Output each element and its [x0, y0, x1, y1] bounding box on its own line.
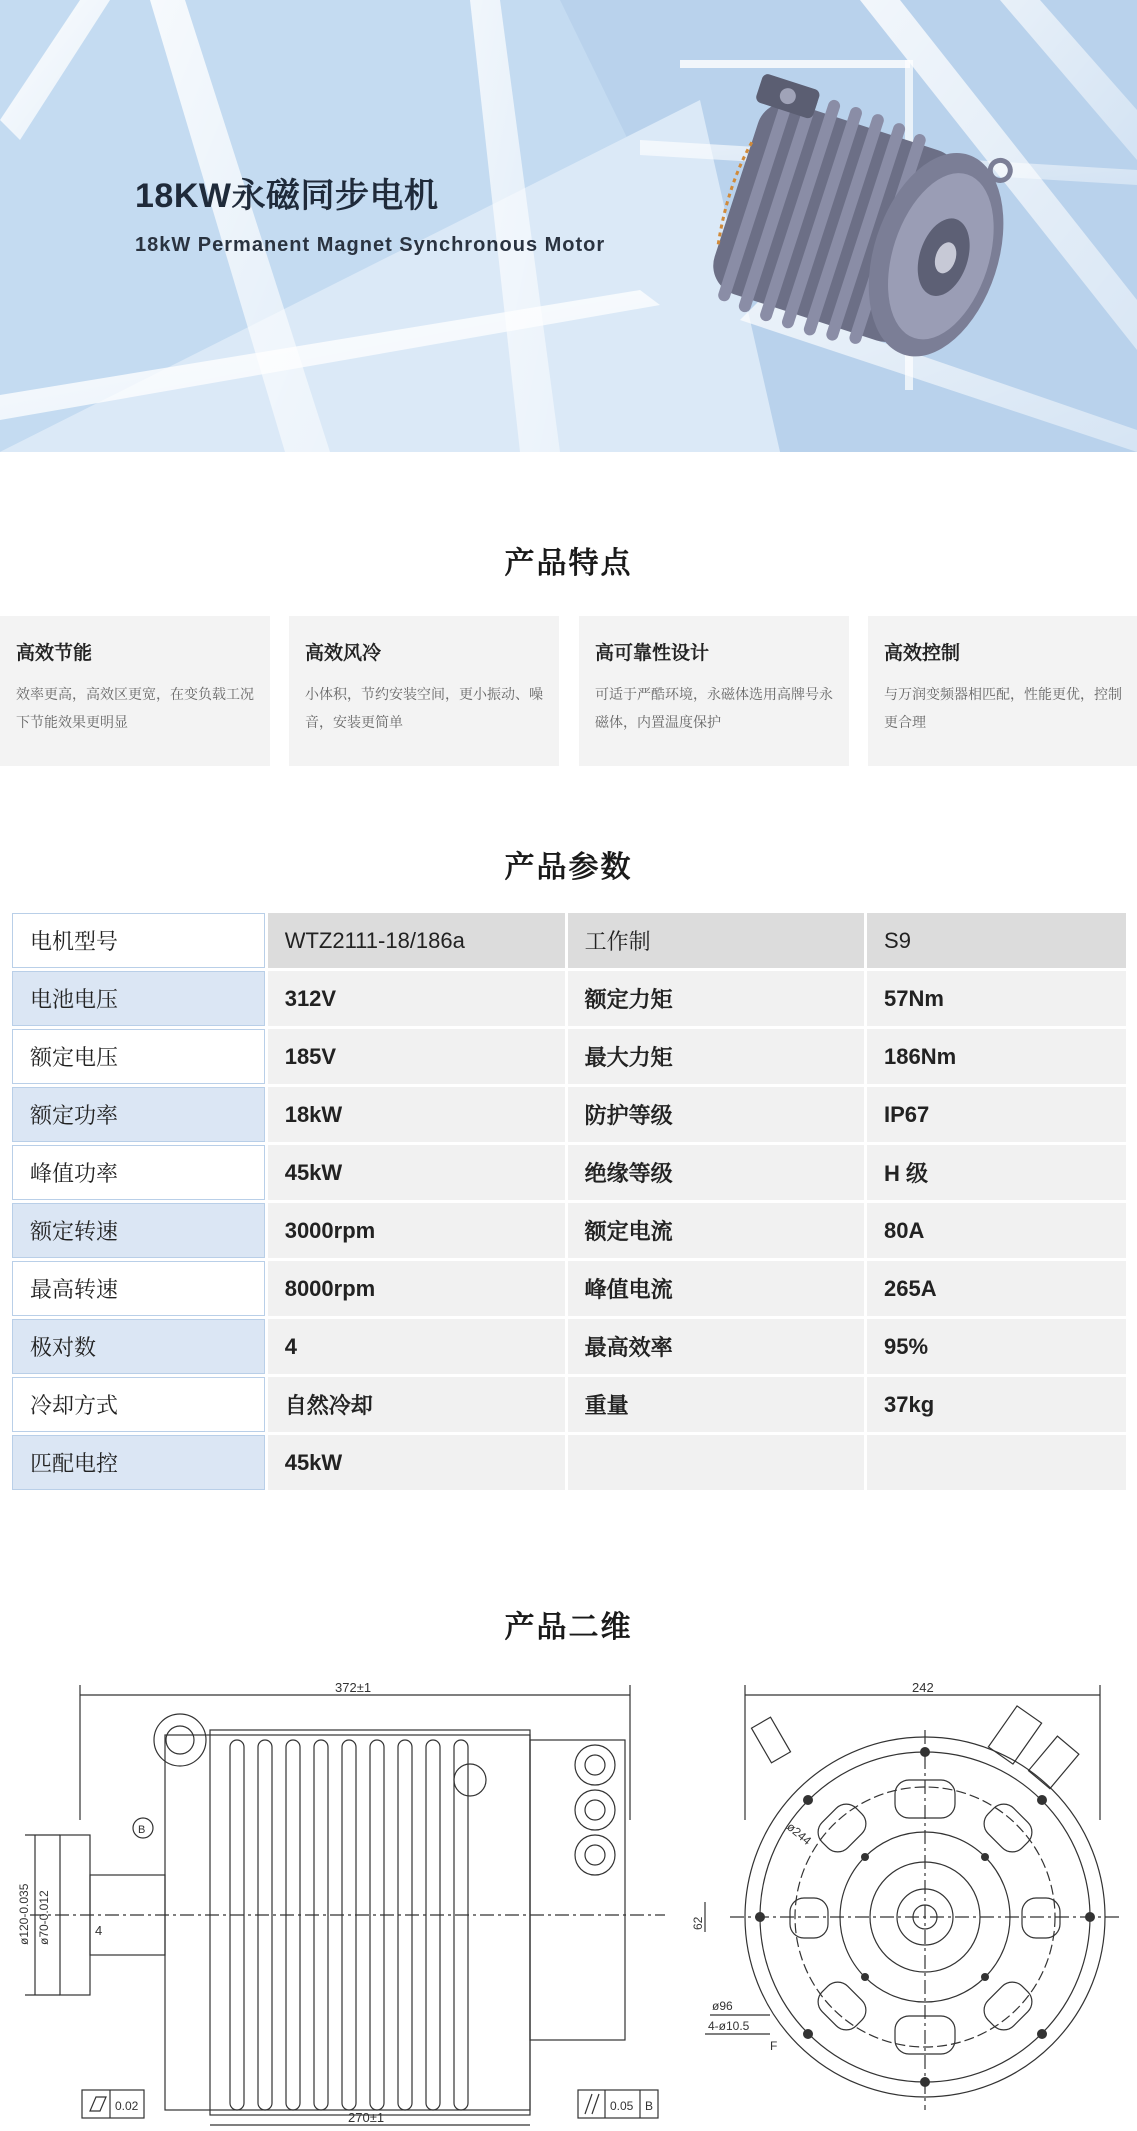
spec-value: 185V — [268, 1029, 565, 1084]
spec-row — [12, 1145, 1126, 1200]
dim-bolt-circle: ø244 — [784, 1819, 815, 1848]
dim-holes: 4-ø10.5 — [708, 2019, 750, 2033]
spec-label: 极对数 — [12, 1319, 265, 1374]
spec-label-2: 绝缘等级 — [568, 1145, 864, 1200]
dim-hole-circle: ø96 — [712, 1999, 733, 2013]
spec-label: 额定功率 — [12, 1087, 265, 1142]
spec-label: 匹配电控 — [12, 1435, 265, 1490]
spec-value: 312V — [268, 971, 565, 1026]
label-f: F — [770, 2039, 778, 2053]
feature-card — [868, 616, 1137, 766]
spec-label: 峰值功率 — [12, 1145, 265, 1200]
spec-value-2: 37kg — [867, 1377, 1126, 1432]
feature-card — [289, 616, 559, 766]
spec-value-2: 57Nm — [867, 971, 1126, 1026]
side-view — [17, 1680, 665, 2125]
spec-label: 电池电压 — [12, 971, 265, 1026]
hero-banner — [0, 0, 1137, 452]
spec-row — [12, 1435, 1126, 1490]
spec-label-2: 最高效率 — [568, 1319, 864, 1374]
spec-value-2: 95% — [867, 1319, 1126, 1374]
dim-center: 62 — [691, 1916, 705, 1930]
spec-value: 45kW — [268, 1435, 565, 1490]
spec-value: WTZ2111-18/186a — [268, 913, 565, 968]
spec-label-2 — [568, 1435, 864, 1490]
spec-value-2: 186Nm — [867, 1029, 1126, 1084]
spec-value: 8000rpm — [268, 1261, 565, 1316]
spec-value-2: S9 — [867, 913, 1126, 968]
spec-label-2: 额定力矩 — [568, 971, 864, 1026]
dim-length: 372±1 — [335, 1680, 372, 1695]
spec-table — [9, 910, 1129, 1493]
spec-label: 额定电压 — [12, 1029, 265, 1084]
features-section-title: 产品特点 — [504, 547, 633, 580]
feature-card-title: 高可靠性设计 — [595, 643, 710, 664]
tol-flatness: 0.02 — [115, 2099, 139, 2113]
spec-label-2: 工作制 — [568, 913, 864, 968]
spec-row — [12, 971, 1126, 1026]
dim-shaft-dia: ø120-0.035 — [17, 1883, 31, 1945]
spec-label-2: 峰值电流 — [568, 1261, 864, 1316]
feature-card-desc: 小体积，节约安装空间，更小振动、噪音，安装更简单 — [305, 686, 543, 730]
tol-datum: B — [645, 2099, 654, 2113]
drawing-section-title: 产品二维 — [504, 1611, 633, 1644]
front-view — [691, 1680, 1120, 2110]
feature-card — [579, 616, 849, 766]
motor-image — [690, 70, 1030, 390]
feature-card-desc: 与万润变频器相匹配，性能更优，控制更合理 — [884, 686, 1122, 730]
spec-value-2: IP67 — [867, 1087, 1126, 1142]
hero-subtitle: 18kW Permanent Magnet Synchronous Motor — [135, 234, 606, 256]
spec-value-2: 265A — [867, 1261, 1126, 1316]
feature-card-title: 高效控制 — [884, 643, 961, 664]
spec-row — [12, 1261, 1126, 1316]
feature-card-title: 高效风冷 — [305, 643, 382, 664]
spec-label-2: 防护等级 — [568, 1087, 864, 1142]
spec-value: 3000rpm — [268, 1203, 565, 1258]
spec-label: 额定转速 — [12, 1203, 265, 1258]
spec-label-2: 额定电流 — [568, 1203, 864, 1258]
spec-label: 最高转速 — [12, 1261, 265, 1316]
spec-value-2: 80A — [867, 1203, 1126, 1258]
tol-parallel: 0.05 — [610, 2099, 634, 2113]
datum-b: B — [138, 1824, 146, 1836]
dim-key: 4 — [95, 1923, 103, 1938]
spec-value-2 — [867, 1435, 1126, 1490]
params-section-title: 产品参数 — [504, 851, 633, 884]
spec-label-2: 重量 — [568, 1377, 864, 1432]
spec-row — [12, 1203, 1126, 1258]
hero-title: 18KW永磁同步电机 — [135, 177, 439, 215]
feature-card-desc: 可适于严酷环境，永磁体选用高牌号永磁体，内置温度保护 — [595, 686, 833, 730]
feature-card-desc: 效率更高，高效区更宽，在变负载工况下节能效果更明显 — [16, 686, 254, 730]
feature-card-title: 高效节能 — [16, 643, 93, 664]
spec-value: 45kW — [268, 1145, 565, 1200]
spec-row — [12, 1377, 1126, 1432]
spec-label-2: 最大力矩 — [568, 1029, 864, 1084]
dim-base: 270±1 — [348, 2110, 385, 2125]
spec-row — [12, 1087, 1126, 1142]
spec-label: 冷却方式 — [12, 1377, 265, 1432]
spec-row — [12, 1029, 1126, 1084]
spec-row — [12, 1319, 1126, 1374]
technical-drawing — [0, 1670, 1137, 2131]
dim-width: 242 — [912, 1680, 934, 1695]
spec-value: 18kW — [268, 1087, 565, 1142]
feature-card — [0, 616, 270, 766]
spec-value: 自然冷却 — [268, 1377, 565, 1432]
spec-row — [12, 913, 1126, 968]
dim-flange: ø70-0.012 — [37, 1890, 51, 1945]
spec-value: 4 — [268, 1319, 565, 1374]
spec-label: 电机型号 — [12, 913, 265, 968]
spec-value-2: H 级 — [867, 1145, 1126, 1200]
